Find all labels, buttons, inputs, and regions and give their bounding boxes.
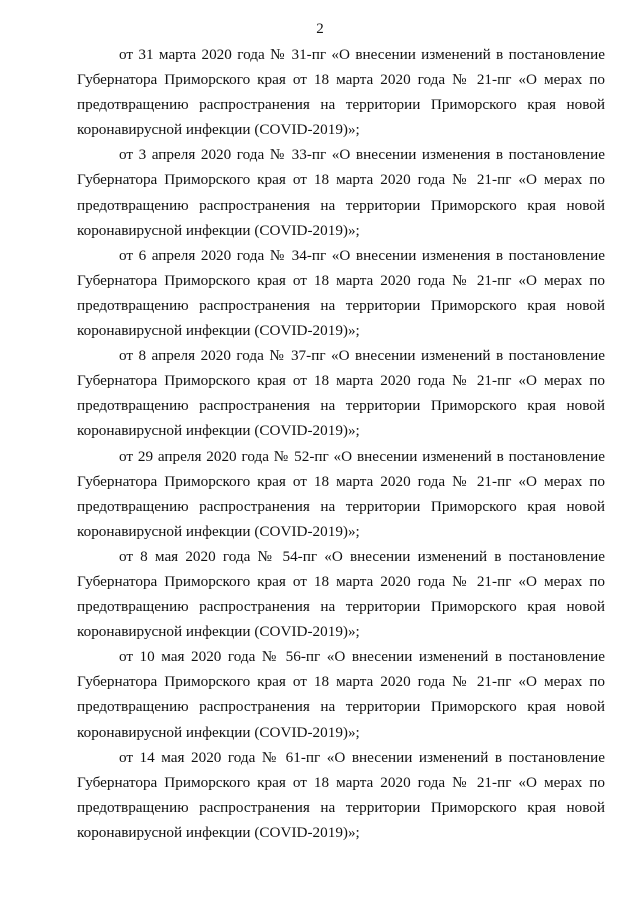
- amendment-entry: [77, 544, 605, 644]
- entry-line: Губернатора Приморского края от 18 марта 2020 года № 21-пг «О мерах по: [77, 472, 605, 490]
- entry-line: предотвращению распространения на территории Приморского края новой: [77, 698, 605, 716]
- amendment-entry: [77, 343, 605, 443]
- entry-line: от 8 мая 2020 года № 54-пг «О внесении изменений в постановление: [119, 547, 605, 565]
- amendment-entry: [77, 42, 605, 142]
- entry-line: коронавирусной инфекции (COVID-2019)»;: [77, 322, 360, 340]
- entry-line: коронавирусной инфекции (COVID-2019)»;: [77, 723, 360, 741]
- entry-line: Губернатора Приморского края от 18 марта 2020 года № 21-пг «О мерах по: [77, 171, 605, 189]
- entry-line: предотвращению распространения на территории Приморского края новой: [77, 397, 605, 415]
- page-number: 2: [316, 21, 324, 37]
- entry-line: Губернатора Приморского края от 18 марта 2020 года № 21-пг «О мерах по: [77, 572, 605, 590]
- entry-line: от 10 мая 2020 года № 56-пг «О внесении изменений в постановление: [119, 648, 605, 666]
- entry-line: коронавирусной инфекции (COVID-2019)»;: [77, 422, 360, 440]
- entry-line: Губернатора Приморского края от 18 марта 2020 года № 21-пг «О мерах по: [77, 271, 605, 289]
- entry-line: предотвращению распространения на территории Приморского края новой: [77, 196, 605, 214]
- entry-line: от 29 апреля 2020 года № 52-пг «О внесении изменений в постановление: [119, 447, 605, 465]
- entry-line: от 8 апреля 2020 года № 37-пг «О внесении изменений в постановление: [119, 347, 605, 365]
- entry-line: предотвращению распространения на территории Приморского края новой: [77, 296, 605, 314]
- amendment-entry: [77, 243, 605, 343]
- amendment-entry: [77, 745, 605, 845]
- entry-line: предотвращению распространения на территории Приморского края новой: [77, 96, 605, 114]
- amendment-entry: [77, 142, 605, 242]
- entry-line: Губернатора Приморского края от 18 марта 2020 года № 21-пг «О мерах по: [77, 372, 605, 390]
- entry-line: коронавирусной инфекции (COVID-2019)»;: [77, 221, 360, 239]
- entry-line: от 14 мая 2020 года № 61-пг «О внесении изменений в постановление: [119, 748, 605, 766]
- entry-line: коронавирусной инфекции (COVID-2019)»;: [77, 823, 360, 841]
- entry-line: Губернатора Приморского края от 18 марта 2020 года № 21-пг «О мерах по: [77, 773, 605, 791]
- entry-line: от 6 апреля 2020 года № 34-пг «О внесении изменения в постановление: [119, 246, 605, 264]
- entry-line: предотвращению распространения на территории Приморского края новой: [77, 497, 605, 515]
- entry-line: от 3 апреля 2020 года № 33-пг «О внесении изменения в постановление: [119, 146, 605, 164]
- entry-line: коронавирусной инфекции (COVID-2019)»;: [77, 522, 360, 540]
- entry-line: коронавирусной инфекции (COVID-2019)»;: [77, 121, 360, 139]
- entry-line: коронавирусной инфекции (COVID-2019)»;: [77, 623, 360, 641]
- entry-line: Губернатора Приморского края от 18 марта 2020 года № 21-пг «О мерах по: [77, 673, 605, 691]
- entry-line: предотвращению распространения на территории Приморского края новой: [77, 598, 605, 616]
- amendment-entry: [77, 644, 605, 744]
- entry-line: от 31 марта 2020 года № 31-пг «О внесении изменений в постановление: [119, 46, 605, 63]
- entry-line: предотвращению распространения на территории Приморского края новой: [77, 798, 605, 816]
- amendment-list: [77, 42, 605, 845]
- entry-line: Губернатора Приморского края от 18 марта 2020 года № 21-пг «О мерах по: [77, 71, 605, 89]
- amendment-entry: [77, 444, 605, 544]
